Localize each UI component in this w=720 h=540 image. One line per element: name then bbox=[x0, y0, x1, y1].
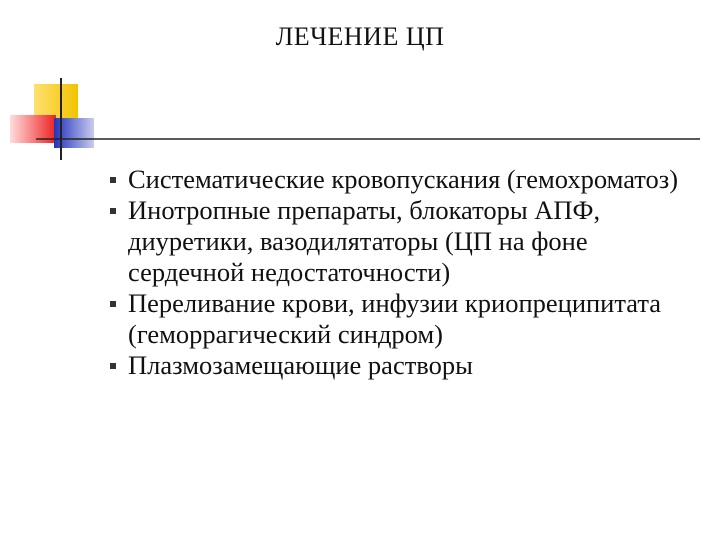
bullet-list bbox=[110, 164, 710, 381]
list-item-text: Плазмозамещающие растворы bbox=[128, 350, 473, 380]
decor-blue-square bbox=[54, 118, 94, 148]
square-bullet-icon bbox=[110, 363, 116, 369]
square-bullet-icon bbox=[110, 208, 116, 214]
square-bullet-icon bbox=[110, 301, 116, 307]
list-item bbox=[110, 350, 710, 381]
list-item-text: Систематические кровопускания (гемохроматоз) bbox=[128, 164, 679, 194]
list-item-text: Инотропные препараты, блокаторы АПФ, диуретики, вазодилятаторы (ЦП на фоне сердечной недостаточности) bbox=[128, 195, 601, 287]
list-item bbox=[110, 164, 710, 195]
slide-title: ЛЕЧЕНИЕ ЦП bbox=[275, 22, 445, 51]
list-item bbox=[110, 288, 710, 350]
decor-red-square bbox=[10, 115, 56, 143]
list-item-text: Переливание крови, инфузии криопреципитата (геморрагический синдром) bbox=[128, 288, 662, 349]
square-bullet-icon bbox=[110, 177, 116, 183]
list-item bbox=[110, 195, 710, 288]
decor-yellow-square bbox=[34, 84, 78, 124]
